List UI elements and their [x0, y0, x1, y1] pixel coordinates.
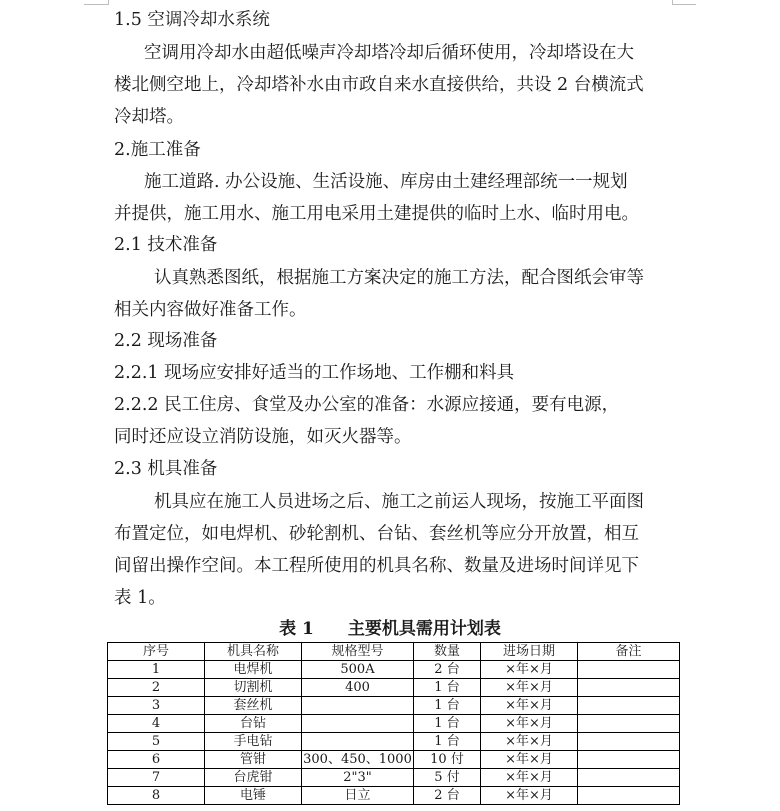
- body-line: 相关内容做好准备工作。: [114, 300, 307, 320]
- body-line: 表 1。: [114, 588, 166, 608]
- table-cell: 切割机: [205, 679, 302, 697]
- table-caption-number: 表 1: [279, 619, 314, 639]
- table-cell: 电焊机: [205, 661, 302, 679]
- table-cell: 2: [108, 679, 205, 697]
- table-cell: 300、450、1000: [303, 752, 412, 767]
- table-caption: [0, 618, 780, 640]
- table-cell: 台虎钳: [205, 769, 302, 787]
- table-header-row: [108, 643, 680, 661]
- section-heading-2-2-2: 2.2.2 民工住房、食堂及办公室的准备：水源应接通，要有电源，: [114, 395, 620, 415]
- table-row: [108, 787, 680, 805]
- table-cell: ×年×月: [481, 679, 578, 697]
- body-line: 机具应在施工人员进场之后、施工之前运人现场，按施工平面图: [154, 492, 644, 512]
- table-cell: [578, 769, 680, 787]
- section-body-2-2-2: [114, 421, 674, 453]
- table-cell: 3: [108, 697, 205, 715]
- table-row: [108, 715, 680, 733]
- table-cell: 4: [108, 715, 205, 733]
- table-cell: 1: [108, 661, 205, 679]
- table-row: [108, 661, 680, 679]
- table-cell: 日立: [302, 787, 414, 805]
- section-heading-2-3: 2.3 机具准备: [114, 459, 218, 479]
- body-line: 并提供，施工用水、施工用电采用土建提供的临时上水、临时用电。: [114, 204, 639, 224]
- table-cell: 套丝机: [205, 697, 302, 715]
- body-line: 认真熟悉图纸，根据施工方案决定的施工方法，配合图纸会审等: [154, 268, 644, 288]
- table-cell: 1 台: [414, 733, 481, 751]
- table-cell: 1 台: [414, 679, 481, 697]
- table-cell: 5: [108, 733, 205, 751]
- table-cell: [578, 697, 680, 715]
- body-line: 布置定位，如电焊机、砂轮割机、台钻、套丝机等应分开放置，相互: [114, 524, 639, 544]
- table-row: [108, 697, 680, 715]
- header-cell-remarks: 备注: [578, 643, 680, 661]
- table-cell: [578, 751, 680, 769]
- table-cell: [578, 733, 680, 751]
- page-corner-mark-right-vertical: [672, 0, 673, 5]
- table-cell: ×年×月: [481, 787, 578, 805]
- table-cell: 5 付: [414, 769, 481, 787]
- table-cell: [302, 733, 414, 751]
- table-cell: 2 台: [414, 787, 481, 805]
- section-body-2-3: [114, 486, 674, 614]
- table-cell: 6: [108, 751, 205, 769]
- equipment-table: [107, 642, 680, 805]
- table-caption-title: 主要机具需用计划表: [347, 619, 501, 639]
- section-heading-2-2: 2.2 现场准备: [114, 331, 218, 351]
- table-cell: 10 付: [414, 751, 481, 769]
- page-corner-mark-right: [672, 4, 696, 5]
- table-cell: 400: [302, 679, 414, 697]
- table-cell: ×年×月: [481, 733, 578, 751]
- table-row: [108, 751, 680, 769]
- table-cell: ×年×月: [481, 769, 578, 787]
- section-heading-2-2-1: 2.2.1 现场应安排好适当的工作场地、工作棚和料具: [114, 363, 515, 383]
- table-cell: ×年×月: [481, 715, 578, 733]
- table-cell: 1 台: [414, 697, 481, 715]
- body-line: 楼北侧空地上，冷却塔补水由市政自来水直接供给，共设 2 台横流式: [114, 75, 644, 95]
- section-body-2-1: [114, 262, 674, 326]
- body-line: 空调用冷却水由超低噪声冷却塔冷却后循环使用，冷却塔设在大: [144, 43, 634, 63]
- section-body-1-5: [114, 37, 674, 133]
- section-heading-2: 2.施工准备: [114, 140, 201, 160]
- table-cell: 管钳: [205, 751, 302, 769]
- table-cell: 7: [108, 769, 205, 787]
- section-body-2: [114, 166, 674, 230]
- table-cell: [578, 787, 680, 805]
- page-corner-mark-left-vertical: [108, 0, 109, 5]
- table-cell: 1 台: [414, 715, 481, 733]
- table-cell: [302, 715, 414, 733]
- table-cell: 手电钻: [205, 733, 302, 751]
- table-row: [108, 769, 680, 787]
- header-cell-serial: 序号: [108, 643, 205, 661]
- header-cell-spec: 规格型号: [302, 643, 414, 661]
- table-cell: ×年×月: [481, 661, 578, 679]
- page-corner-mark-left: [84, 4, 108, 5]
- table-cell: 2"3": [302, 769, 414, 787]
- table-cell: ×年×月: [481, 697, 578, 715]
- table-cell: ×年×月: [481, 751, 578, 769]
- header-cell-quantity: 数量: [414, 643, 481, 661]
- table-cell: [578, 715, 680, 733]
- header-cell-date: 进场日期: [481, 643, 578, 661]
- table-cell: [578, 661, 680, 679]
- section-heading-2-1: 2.1 技术准备: [114, 235, 218, 255]
- body-line: 同时还应设立消防设施，如灭火器等。: [114, 427, 412, 447]
- table-row: [108, 733, 680, 751]
- table-cell: [302, 697, 414, 715]
- table-cell: 500A: [302, 661, 414, 679]
- body-line: 冷却塔。: [114, 107, 184, 127]
- table-cell: 2 台: [414, 661, 481, 679]
- header-cell-name: 机具名称: [205, 643, 302, 661]
- body-line: 施工道路. 办公设施、生活设施、库房由土建经理部统一一规划: [144, 172, 628, 192]
- table-cell: 台钻: [205, 715, 302, 733]
- table-cell: 电锤: [205, 787, 302, 805]
- section-heading-1-5: 1.5 空调冷却水系统: [114, 10, 270, 30]
- body-line: 间留出操作空间。本工程所使用的机具名称、数量及进场时间详见下: [114, 556, 639, 576]
- table-row: [108, 679, 680, 697]
- table-cell: [578, 679, 680, 697]
- table-cell: 8: [108, 787, 205, 805]
